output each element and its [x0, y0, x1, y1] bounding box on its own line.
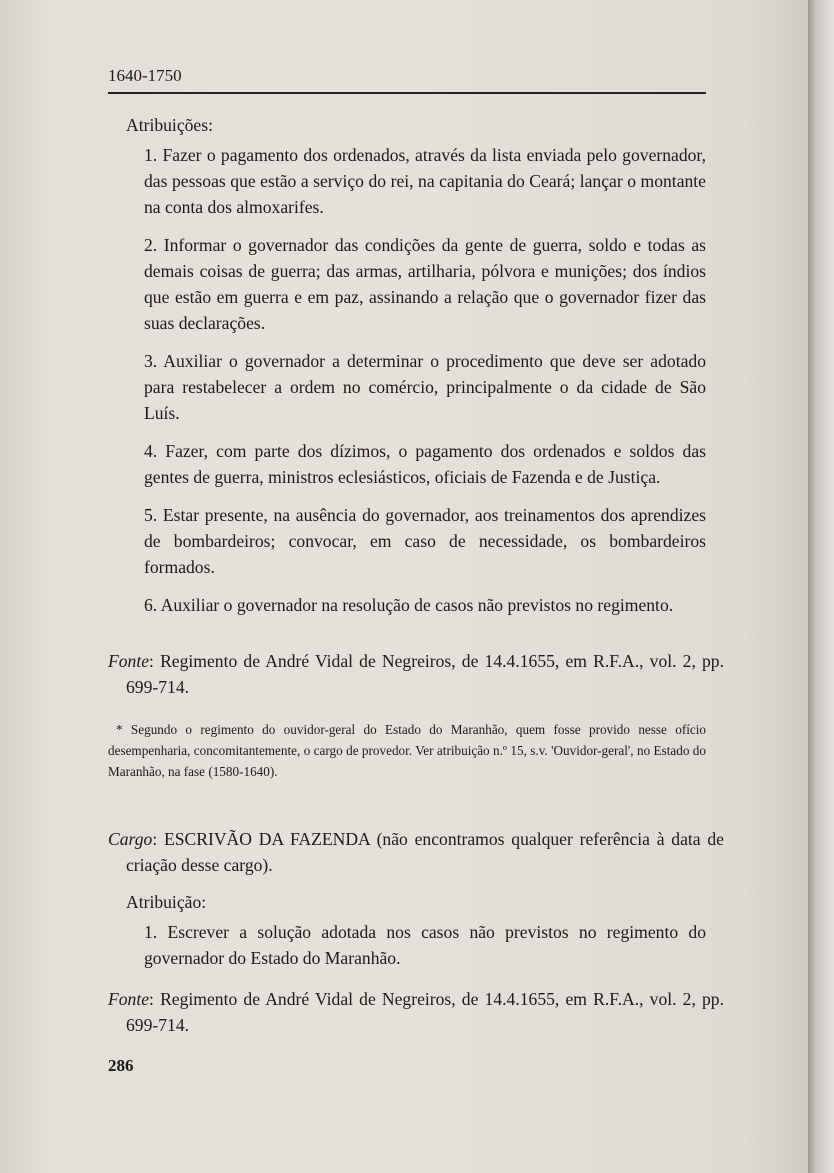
attribution-section	[108, 889, 706, 971]
attribution-item: 1. Escrever a solução adotada nos casos não previstos no regimento do governador do Estado do Maranhão.	[144, 922, 706, 968]
attribution-item: 5. Estar presente, na ausência do governador, aos treinamentos dos aprendizes de bombardeiros; convocar, em caso de necessidade, os bombardeiros formados.	[144, 505, 706, 577]
page-number: 286	[108, 1056, 134, 1075]
source-text: : Regimento de André Vidal de Negreiros, de 14.4.1655, em R.F.A., vol. 2, pp. 699-714.	[126, 989, 724, 1035]
cargo-heading	[108, 826, 724, 878]
source-citation	[108, 986, 724, 1038]
attribution-item: 1. Fazer o pagamento dos ordenados, através da lista enviada pelo governador, das pessoas que estão a serviço do rei, na capitania do Ceará; lançar o montante na conta dos almoxarifes.	[144, 145, 706, 217]
source-text: : Regimento de André Vidal de Negreiros, de 14.4.1655, em R.F.A., vol. 2, pp. 699-714.	[126, 651, 724, 697]
attribution-item: 3. Auxiliar o governador a determinar o procedimento que deve ser adotado para restabelecer a ordem no comércio, principalmente o da cidade de São Luís.	[144, 351, 706, 423]
attributions-label: Atribuições:	[126, 115, 213, 135]
attribution-label: Atribuição:	[126, 892, 207, 912]
page-edge	[808, 0, 834, 1173]
source-label: Fonte	[108, 989, 150, 1009]
running-header: 1640-1750	[108, 66, 182, 85]
attribution-item: 4. Fazer, com parte dos dízimos, o pagamento dos ordenados e soldos das gentes de guerra, ministros eclesiásticos, oficiais de Fazenda e de Justiça.	[144, 441, 706, 487]
cargo-label: Cargo	[108, 829, 153, 849]
header-rule	[108, 92, 706, 94]
attributions-section	[108, 112, 706, 618]
attribution-item: 2. Informar o governador das condições da gente de guerra, soldo e todas as demais coisas de guerra; das armas, artilharia, pólvora e munições; dos índios que estão em guerra e em paz, assinando a relação que o governador fizer das suas declarações.	[144, 235, 706, 333]
source-label: Fonte	[108, 651, 150, 671]
attribution-item: 6. Auxiliar o governador na resolução de casos não previstos no regimento.	[144, 595, 674, 615]
source-citation	[108, 648, 724, 700]
cargo-text: : ESCRIVÃO DA FAZENDA (não encontramos qualquer referência à data de criação desse cargo).	[126, 829, 724, 875]
footnote: * Segundo o regimento do ouvidor-geral do Estado do Maranhão, quem fosse provido nesse ofício desempenharia, concomitantemente, o cargo de provedor. Ver atribuição n.º 15, s.v. 'Ouvidor-geral', no Estado do Maranhão, na fase (1580-1640).	[108, 722, 706, 779]
